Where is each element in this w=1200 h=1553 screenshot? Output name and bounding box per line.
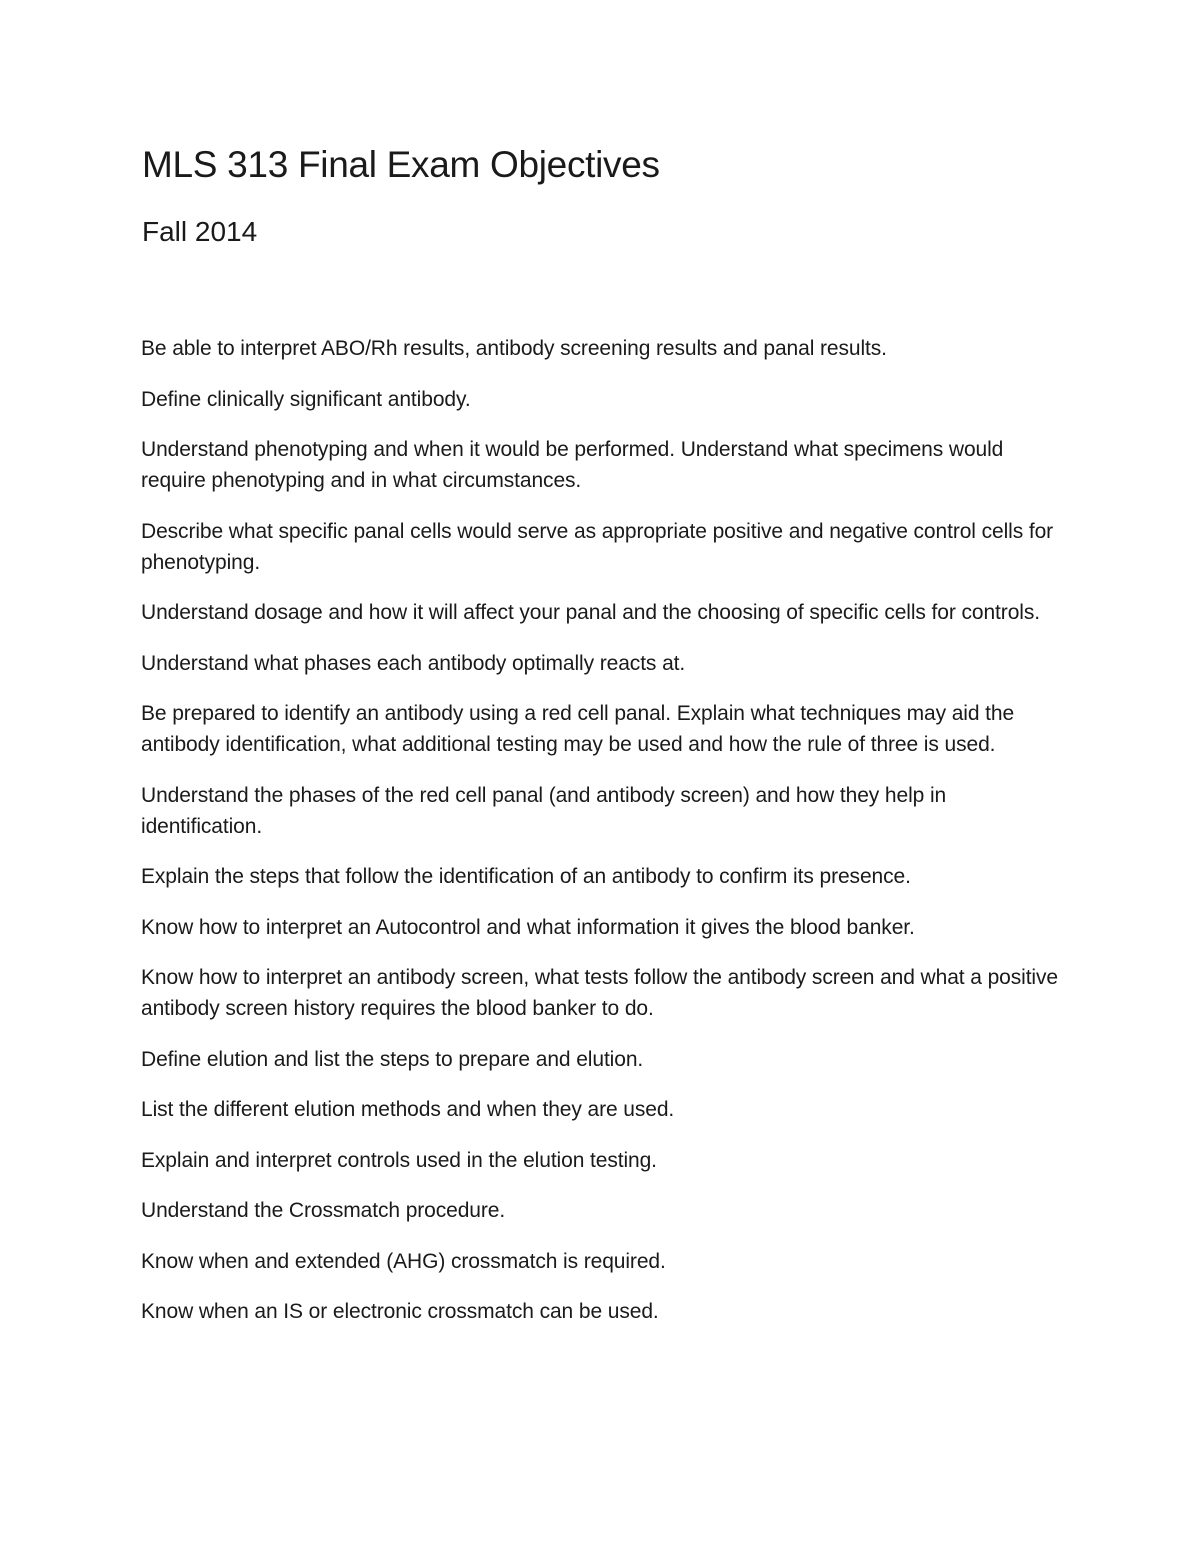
objective-item: Define elution and list the steps to prepare and elution. bbox=[141, 1047, 644, 1071]
objective-item: Understand the Crossmatch procedure. bbox=[141, 1199, 506, 1222]
objective-item: Know how to interpret an antibody screen, what tests follow the antibody screen and what a positive antibody screen history requires the blood banker to do. bbox=[141, 966, 1058, 1020]
objective-item: Describe what specific panal cells would serve as appropriate positive and negative control cells for phenotyping. bbox=[141, 519, 1054, 574]
objective-item: Be prepared to identify an antibody using a red cell panal. Explain what techniques may aid the antibody identification, what additional testing may be used and how the rule of three is used. bbox=[141, 702, 1015, 756]
objective-item: Be able to interpret ABO/Rh results, antibody screening results and panal results. bbox=[141, 337, 887, 360]
objective-item: Understand what phases each antibody optimally reacts at. bbox=[141, 651, 686, 675]
objective-item: Understand phenotyping and when it would be performed. Understand what specimens would require phenotyping and in what circumstances. bbox=[141, 438, 1004, 492]
objective-item: Know how to interpret an Autocontrol and what information it gives the blood banker. bbox=[141, 915, 915, 939]
objective-item: List the different elution methods and when they are used. bbox=[141, 1098, 675, 1121]
objectives-list bbox=[141, 333, 1071, 1347]
objective-item: Understand dosage and how it will affect your panal and the choosing of specific cells for controls. bbox=[141, 601, 1040, 624]
objective-item: Know when an IS or electronic crossmatch can be used. bbox=[141, 1300, 659, 1323]
document-title: MLS 313 Final Exam Objectives bbox=[142, 144, 660, 185]
objective-item: Explain and interpret controls used in the elution testing. bbox=[141, 1148, 657, 1172]
objective-item: Understand the phases of the red cell panal (and antibody screen) and how they help in identification. bbox=[141, 783, 947, 838]
objective-item: Explain the steps that follow the identification of an antibody to confirm its presence. bbox=[141, 865, 911, 888]
objective-item: Define clinically significant antibody. bbox=[141, 387, 471, 411]
document-subtitle: Fall 2014 bbox=[142, 216, 258, 247]
objective-item: Know when and extended (AHG) crossmatch is required. bbox=[141, 1249, 666, 1273]
